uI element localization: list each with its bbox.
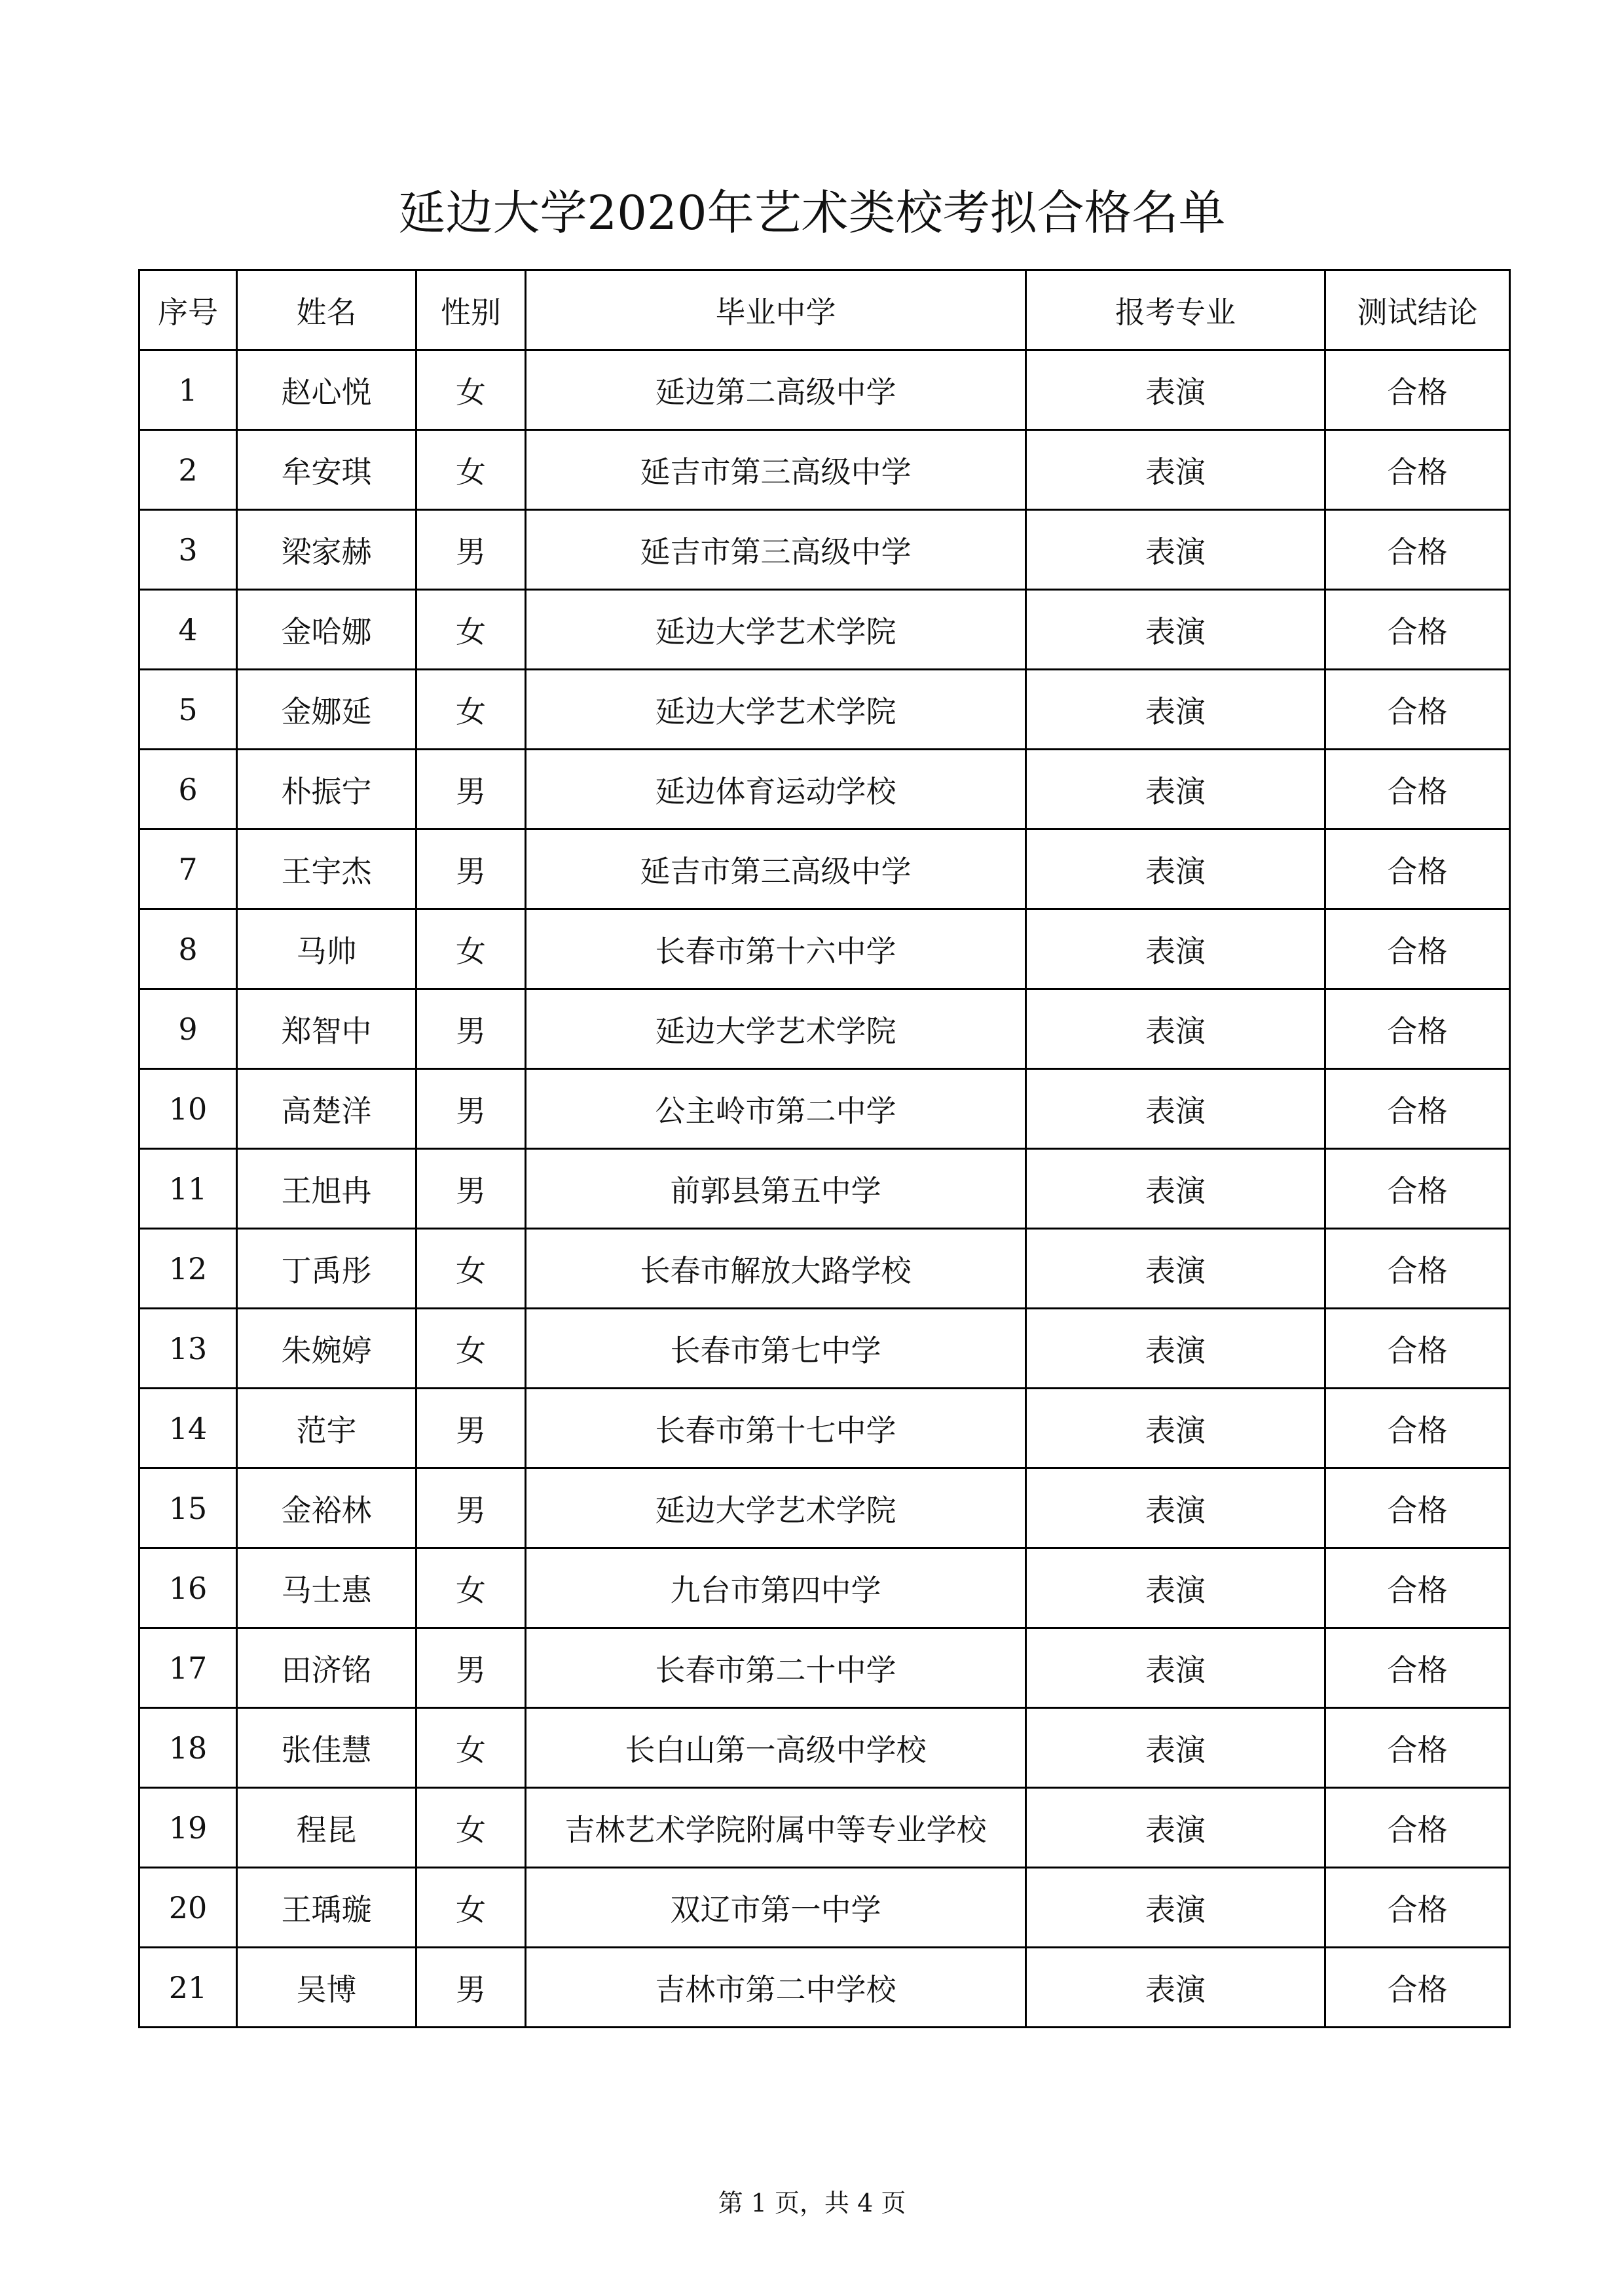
cell-index: 17 [139,1628,237,1708]
cell-school: 长春市解放大路学校 [526,1229,1026,1309]
cell-result: 合格 [1325,1309,1510,1389]
cell-name: 郑智中 [237,989,416,1069]
cell-school: 延边大学艺术学院 [526,989,1026,1069]
cell-major: 表演 [1026,1548,1325,1628]
cell-result: 合格 [1325,1788,1510,1868]
cell-gender: 女 [416,1548,526,1628]
table-row [139,829,1510,909]
cell-name: 田济铭 [237,1628,416,1708]
cell-school: 延吉市第三高级中学 [526,510,1026,590]
cell-result: 合格 [1325,1229,1510,1309]
cell-name: 张佳慧 [237,1708,416,1788]
cell-name: 朱婉婷 [237,1309,416,1389]
cell-school: 公主岭市第二中学 [526,1069,1026,1149]
cell-index: 4 [139,590,237,670]
cell-result: 合格 [1325,510,1510,590]
cell-gender: 男 [416,829,526,909]
header-school: 毕业中学 [526,270,1026,350]
cell-school: 前郭县第五中学 [526,1149,1026,1229]
cell-name: 丁禹彤 [237,1229,416,1309]
cell-school: 延吉市第三高级中学 [526,829,1026,909]
cell-index: 7 [139,829,237,909]
cell-result: 合格 [1325,1708,1510,1788]
cell-major: 表演 [1026,1628,1325,1708]
cell-name: 赵心悦 [237,350,416,430]
page-title: 延边大学2020年艺术类校考拟合格名单 [398,185,1226,240]
cell-school: 延边大学艺术学院 [526,1468,1026,1548]
table-row [139,350,1510,430]
cell-result: 合格 [1325,829,1510,909]
table-row [139,590,1510,670]
table-row [139,909,1510,989]
cell-result: 合格 [1325,430,1510,510]
cell-index: 2 [139,430,237,510]
cell-gender: 女 [416,1788,526,1868]
cell-school: 延吉市第三高级中学 [526,430,1026,510]
cell-index: 10 [139,1069,237,1149]
header-major: 报考专业 [1026,270,1325,350]
cell-index: 19 [139,1788,237,1868]
cell-school: 延边大学艺术学院 [526,590,1026,670]
cell-result: 合格 [1325,1548,1510,1628]
cell-major: 表演 [1026,1948,1325,2028]
cell-result: 合格 [1325,750,1510,829]
cell-name: 马士惠 [237,1548,416,1628]
cell-name: 吴博 [237,1948,416,2028]
cell-major: 表演 [1026,1229,1325,1309]
table-body [139,350,1510,2028]
cell-result: 合格 [1325,350,1510,430]
table-row [139,670,1510,750]
cell-index: 14 [139,1389,237,1468]
cell-gender: 男 [416,989,526,1069]
cell-index: 20 [139,1868,237,1948]
table-header [139,270,1510,350]
cell-result: 合格 [1325,1628,1510,1708]
cell-name: 王瑀璇 [237,1868,416,1948]
cell-major: 表演 [1026,1708,1325,1788]
cell-major: 表演 [1026,989,1325,1069]
cell-major: 表演 [1026,829,1325,909]
table-row [139,1948,1510,2028]
cell-major: 表演 [1026,510,1325,590]
table-row [139,1788,1510,1868]
header-name: 姓名 [237,270,416,350]
cell-index: 9 [139,989,237,1069]
table-row [139,1229,1510,1309]
cell-index: 16 [139,1548,237,1628]
cell-major: 表演 [1026,350,1325,430]
cell-index: 6 [139,750,237,829]
table-row [139,510,1510,590]
cell-name: 马帅 [237,909,416,989]
cell-index: 5 [139,670,237,750]
cell-index: 21 [139,1948,237,2028]
cell-gender: 男 [416,1628,526,1708]
cell-major: 表演 [1026,670,1325,750]
header-gender: 性别 [416,270,526,350]
cell-index: 11 [139,1149,237,1229]
cell-index: 12 [139,1229,237,1309]
cell-school: 长春市第十六中学 [526,909,1026,989]
table-row [139,1468,1510,1548]
cell-index: 18 [139,1708,237,1788]
cell-name: 程昆 [237,1788,416,1868]
cell-gender: 女 [416,1229,526,1309]
cell-gender: 女 [416,430,526,510]
cell-major: 表演 [1026,1149,1325,1229]
cell-name: 朴振宁 [237,750,416,829]
cell-name: 高楚洋 [237,1069,416,1149]
cell-gender: 女 [416,1309,526,1389]
cell-major: 表演 [1026,750,1325,829]
cell-gender: 男 [416,1389,526,1468]
cell-major: 表演 [1026,1389,1325,1468]
cell-index: 3 [139,510,237,590]
cell-major: 表演 [1026,590,1325,670]
cell-result: 合格 [1325,989,1510,1069]
cell-name: 金哈娜 [237,590,416,670]
cell-school: 长白山第一高级中学校 [526,1708,1026,1788]
table-row [139,750,1510,829]
cell-result: 合格 [1325,1069,1510,1149]
table-row [139,1868,1510,1948]
cell-gender: 女 [416,1708,526,1788]
cell-school: 吉林艺术学院附属中等专业学校 [526,1788,1026,1868]
cell-gender: 男 [416,510,526,590]
cell-major: 表演 [1026,1868,1325,1948]
cell-gender: 女 [416,350,526,430]
cell-major: 表演 [1026,1309,1325,1389]
cell-gender: 男 [416,1069,526,1149]
cell-result: 合格 [1325,1149,1510,1229]
table-row [139,430,1510,510]
cell-name: 梁家赫 [237,510,416,590]
cell-major: 表演 [1026,430,1325,510]
cell-name: 牟安琪 [237,430,416,510]
cell-gender: 女 [416,590,526,670]
cell-major: 表演 [1026,1788,1325,1868]
table-row [139,989,1510,1069]
cell-name: 王旭冉 [237,1149,416,1229]
cell-result: 合格 [1325,590,1510,670]
cell-index: 1 [139,350,237,430]
cell-name: 王宇杰 [237,829,416,909]
cell-index: 8 [139,909,237,989]
cell-name: 范宇 [237,1389,416,1468]
header-index: 序号 [139,270,237,350]
cell-school: 延边体育运动学校 [526,750,1026,829]
table-row [139,1069,1510,1149]
admission-table [138,269,1511,2028]
table-row [139,1309,1510,1389]
cell-index: 13 [139,1309,237,1389]
cell-index: 15 [139,1468,237,1548]
table-row [139,1389,1510,1468]
cell-gender: 男 [416,750,526,829]
cell-school: 双辽市第一中学 [526,1868,1026,1948]
cell-result: 合格 [1325,909,1510,989]
cell-result: 合格 [1325,1468,1510,1548]
page-footer: 第 1 页，共 4 页 [718,2189,906,2217]
header-result: 测试结论 [1325,270,1510,350]
cell-school: 长春市第十七中学 [526,1389,1026,1468]
cell-gender: 女 [416,1868,526,1948]
cell-school: 吉林市第二中学校 [526,1948,1026,2028]
cell-name: 金娜延 [237,670,416,750]
cell-major: 表演 [1026,1069,1325,1149]
cell-major: 表演 [1026,1468,1325,1548]
cell-name: 金裕林 [237,1468,416,1548]
cell-result: 合格 [1325,1868,1510,1948]
cell-school: 长春市第二十中学 [526,1628,1026,1708]
cell-major: 表演 [1026,909,1325,989]
table-row [139,1548,1510,1628]
table-row [139,1628,1510,1708]
cell-gender: 男 [416,1149,526,1229]
cell-school: 长春市第七中学 [526,1309,1026,1389]
cell-school: 延边大学艺术学院 [526,670,1026,750]
cell-gender: 男 [416,1948,526,2028]
table-row [139,1149,1510,1229]
cell-gender: 女 [416,909,526,989]
cell-result: 合格 [1325,1948,1510,2028]
table-row [139,1708,1510,1788]
header-row [139,270,1510,350]
cell-gender: 男 [416,1468,526,1548]
cell-school: 九台市第四中学 [526,1548,1026,1628]
cell-gender: 女 [416,670,526,750]
cell-school: 延边第二高级中学 [526,350,1026,430]
cell-result: 合格 [1325,670,1510,750]
cell-result: 合格 [1325,1389,1510,1468]
